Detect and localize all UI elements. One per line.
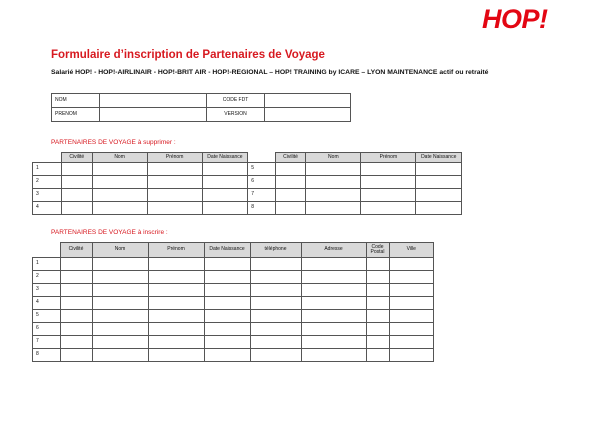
row-number: 4 — [33, 202, 62, 215]
ville-cell[interactable] — [389, 271, 434, 284]
nom-cell[interactable] — [306, 189, 361, 202]
row-number: 5 — [248, 163, 276, 176]
table-row — [33, 284, 434, 297]
date-naissance-cell[interactable] — [416, 163, 462, 176]
code-fdt-label: CODE FDT — [207, 94, 265, 108]
prenom-cell[interactable] — [148, 349, 204, 362]
header-prenom: Prénom — [148, 243, 204, 258]
inscrire-section-title: PARTENAIRES DE VOYAGE à inscrire : — [51, 229, 168, 236]
adresse-cell[interactable] — [301, 258, 366, 271]
civilite-cell[interactable] — [275, 176, 306, 189]
prenom-cell[interactable] — [361, 202, 416, 215]
nom-cell[interactable] — [92, 336, 148, 349]
header-telephone: téléphone — [250, 243, 301, 258]
civilite-cell[interactable] — [60, 284, 92, 297]
date-naissance-cell[interactable] — [204, 336, 250, 349]
adresse-cell[interactable] — [301, 310, 366, 323]
date-naissance-cell[interactable] — [202, 202, 248, 215]
nom-cell[interactable] — [92, 202, 147, 215]
nom-cell[interactable] — [92, 271, 148, 284]
telephone-cell[interactable] — [250, 349, 301, 362]
row-number-header — [33, 153, 62, 163]
header-nom: Nom — [92, 243, 148, 258]
nom-label: NOM — [52, 94, 100, 108]
version-field[interactable] — [265, 108, 351, 122]
table-row — [33, 336, 434, 349]
prenom-cell[interactable] — [148, 323, 204, 336]
row-number-header — [248, 153, 276, 163]
row-number: 3 — [33, 189, 62, 202]
code-postal-cell[interactable] — [366, 258, 389, 271]
table-row — [33, 297, 434, 310]
ville-cell[interactable] — [389, 310, 434, 323]
table-row — [33, 202, 462, 215]
code-postal-cell[interactable] — [366, 271, 389, 284]
ville-cell[interactable] — [389, 258, 434, 271]
telephone-cell[interactable] — [250, 323, 301, 336]
code-postal-cell[interactable] — [366, 310, 389, 323]
date-naissance-cell[interactable] — [416, 202, 462, 215]
civilite-cell[interactable] — [60, 310, 92, 323]
nom-cell[interactable] — [306, 202, 361, 215]
prenom-cell[interactable] — [147, 189, 202, 202]
header-nom: Nom — [306, 153, 361, 163]
prenom-cell[interactable] — [148, 284, 204, 297]
adresse-cell[interactable] — [301, 297, 366, 310]
date-naissance-cell[interactable] — [204, 349, 250, 362]
row-number: 5 — [33, 310, 61, 323]
civilite-cell[interactable] — [60, 258, 92, 271]
telephone-cell[interactable] — [250, 271, 301, 284]
civilite-cell[interactable] — [60, 336, 92, 349]
civilite-cell[interactable] — [60, 323, 92, 336]
prenom-cell[interactable] — [148, 297, 204, 310]
header-prenom: Prénom — [147, 153, 202, 163]
civilite-cell[interactable] — [60, 349, 92, 362]
civilite-cell[interactable] — [61, 176, 92, 189]
prenom-label: PRENOM — [52, 108, 100, 122]
civilite-cell[interactable] — [60, 271, 92, 284]
civilite-cell[interactable] — [275, 202, 306, 215]
adresse-cell[interactable] — [301, 323, 366, 336]
adresse-cell[interactable] — [301, 349, 366, 362]
civilite-cell[interactable] — [61, 189, 92, 202]
code-postal-cell[interactable] — [366, 323, 389, 336]
row-number: 2 — [33, 176, 62, 189]
ville-cell[interactable] — [389, 336, 434, 349]
row-number-header — [33, 243, 61, 258]
nom-cell[interactable] — [306, 176, 361, 189]
civilite-cell[interactable] — [61, 163, 92, 176]
nom-cell[interactable] — [92, 284, 148, 297]
form-title: Formulaire d’inscription de Partenaires de Voyage — [51, 49, 325, 61]
prenom-cell[interactable] — [361, 176, 416, 189]
header-date-naissance: Date Naissance — [202, 153, 248, 163]
form-subtitle: Salarié HOP! - HOP!-AIRLINAIR - HOP!-BRIT AIR - HOP!-REGIONAL – HOP! TRAINING by ICARE – LYON MAINTENANCE actif ou retraité — [51, 69, 489, 76]
header-ville: Ville — [389, 243, 434, 258]
nom-cell[interactable] — [92, 176, 147, 189]
header-civilite: Civilité — [60, 243, 92, 258]
row-number: 2 — [33, 271, 61, 284]
date-naissance-cell[interactable] — [204, 271, 250, 284]
code-postal-cell[interactable] — [366, 297, 389, 310]
table-row — [33, 271, 434, 284]
telephone-cell[interactable] — [250, 336, 301, 349]
header-adresse: Adresse — [301, 243, 366, 258]
row-number: 8 — [33, 349, 61, 362]
nom-cell[interactable] — [92, 258, 148, 271]
nom-cell[interactable] — [92, 323, 148, 336]
prenom-field[interactable] — [100, 108, 207, 122]
table-row — [33, 258, 434, 271]
inscrire-table — [32, 242, 434, 362]
row-number: 6 — [248, 176, 276, 189]
nom-cell[interactable] — [92, 163, 147, 176]
table-row — [33, 349, 434, 362]
civilite-cell[interactable] — [61, 202, 92, 215]
table-row — [33, 176, 462, 189]
date-naissance-cell[interactable] — [416, 189, 462, 202]
prenom-cell[interactable] — [361, 189, 416, 202]
row-number: 3 — [33, 284, 61, 297]
ville-cell[interactable] — [389, 323, 434, 336]
prenom-cell[interactable] — [148, 271, 204, 284]
header-date-naissance: Date Naissance — [416, 153, 462, 163]
row-number: 1 — [33, 258, 61, 271]
supprimer-section-title: PARTENAIRES DE VOYAGE à supprimer : — [51, 139, 176, 146]
date-naissance-cell[interactable] — [202, 189, 248, 202]
date-naissance-cell[interactable] — [204, 284, 250, 297]
prenom-cell[interactable] — [148, 336, 204, 349]
table-row — [33, 323, 434, 336]
code-postal-cell[interactable] — [366, 336, 389, 349]
header-civilite: Civilité — [61, 153, 92, 163]
row-number: 4 — [33, 297, 61, 310]
date-naissance-cell[interactable] — [204, 323, 250, 336]
table-row — [33, 189, 462, 202]
civilite-cell[interactable] — [275, 189, 306, 202]
prenom-cell[interactable] — [147, 202, 202, 215]
date-naissance-cell[interactable] — [204, 310, 250, 323]
prenom-cell[interactable] — [361, 163, 416, 176]
date-naissance-cell[interactable] — [204, 297, 250, 310]
header-nom: Nom — [92, 153, 147, 163]
table-row — [33, 163, 462, 176]
prenom-cell[interactable] — [147, 176, 202, 189]
date-naissance-cell[interactable] — [204, 258, 250, 271]
row-number: 6 — [33, 323, 61, 336]
date-naissance-cell[interactable] — [416, 176, 462, 189]
ville-cell[interactable] — [389, 297, 434, 310]
nom-cell[interactable] — [92, 189, 147, 202]
telephone-cell[interactable] — [250, 310, 301, 323]
date-naissance-cell[interactable] — [202, 176, 248, 189]
row-number: 8 — [248, 202, 276, 215]
employee-info-table — [51, 93, 351, 122]
header-prenom: Prénom — [361, 153, 416, 163]
header-date-naissance: Date Naissance — [204, 243, 250, 258]
ville-cell[interactable] — [389, 284, 434, 297]
nom-cell[interactable] — [92, 310, 148, 323]
prenom-cell[interactable] — [148, 310, 204, 323]
row-number: 7 — [33, 336, 61, 349]
civilite-cell[interactable] — [275, 163, 306, 176]
nom-cell[interactable] — [92, 349, 148, 362]
table-row — [33, 310, 434, 323]
header-code-postal: Code Postal — [366, 243, 389, 258]
code-fdt-field[interactable] — [265, 94, 351, 108]
version-label: VERSION — [207, 108, 265, 122]
header-civilite: Civilité — [275, 153, 306, 163]
nom-cell[interactable] — [92, 297, 148, 310]
nom-field[interactable] — [100, 94, 207, 108]
telephone-cell[interactable] — [250, 297, 301, 310]
telephone-cell[interactable] — [250, 258, 301, 271]
adresse-cell[interactable] — [301, 284, 366, 297]
prenom-cell[interactable] — [147, 163, 202, 176]
code-postal-cell[interactable] — [366, 349, 389, 362]
nom-cell[interactable] — [306, 163, 361, 176]
date-naissance-cell[interactable] — [202, 163, 248, 176]
prenom-cell[interactable] — [148, 258, 204, 271]
supprimer-table — [32, 152, 462, 215]
adresse-cell[interactable] — [301, 271, 366, 284]
civilite-cell[interactable] — [60, 297, 92, 310]
telephone-cell[interactable] — [250, 284, 301, 297]
ville-cell[interactable] — [389, 349, 434, 362]
adresse-cell[interactable] — [301, 336, 366, 349]
row-number: 1 — [33, 163, 62, 176]
hop-logo: HOP! — [482, 4, 548, 34]
code-postal-cell[interactable] — [366, 284, 389, 297]
row-number: 7 — [248, 189, 276, 202]
